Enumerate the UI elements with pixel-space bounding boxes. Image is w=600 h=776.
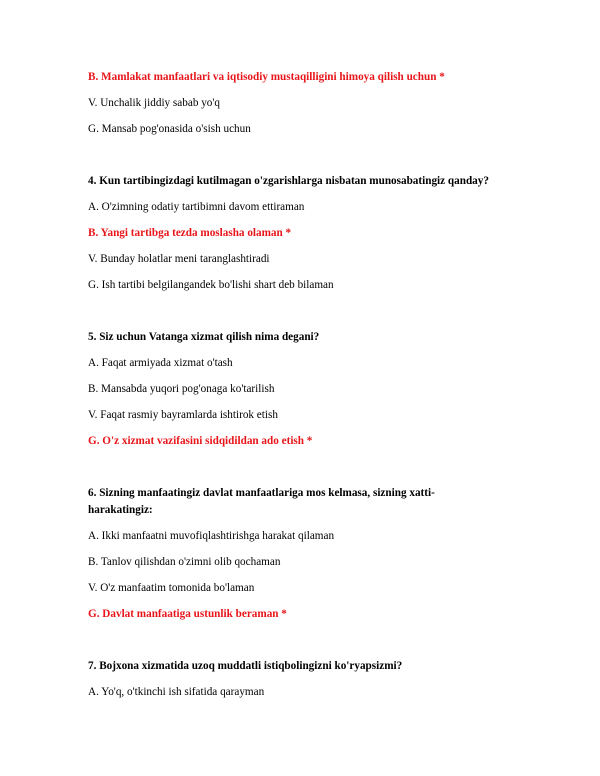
q3-option-v: V. Unchalik jiddiy sabab yo'q [88, 97, 221, 109]
q6-option-g-correct: G. Davlat manfaatiga ustunlik beraman * [88, 608, 287, 620]
q5-option-g-correct: G. O'z xizmat vazifasini sidqidildan ado etish * [88, 435, 313, 447]
q4-question: 4. Kun tartibingizdagi kutilmagan o'zgarishlarga nisbatan munosabatingiz qanday? [88, 175, 489, 187]
q3-option-g: G. Mansab pog'onasida o'sish uchun [88, 123, 251, 135]
q6-option-v: V. O'z manfaatim tomonida bo'laman [88, 582, 255, 594]
q7-option-a: A. Yo'q, o'tkinchi ish sifatida qarayman [88, 686, 265, 698]
q6-option-a: A. Ikki manfaatni muvofiqlashtirishga harakat qilaman [88, 530, 335, 542]
q6-option-b: B. Tanlov qilishdan o'zimni olib qochaman [88, 556, 281, 568]
q5-question: 5. Siz uchun Vatanga xizmat qilish nima degani? [88, 331, 320, 343]
q4-option-v: V. Bunday holatlar meni taranglashtiradi [88, 253, 270, 265]
q5-option-a: A. Faqat armiyada xizmat o'tash [88, 357, 233, 369]
q3-option-b-correct: B. Mamlakat manfaatlari va iqtisodiy mustaqilligini himoya qilish uchun * [88, 71, 445, 83]
q4-option-b-correct: B. Yangi tartibga tezda moslasha olaman * [88, 227, 292, 239]
q6-question-line2: harakatingiz: [88, 504, 153, 516]
q4-option-g: G. Ish tartibi belgilangandek bo'lishi shart deb bilaman [88, 279, 334, 291]
q5-option-v: V. Faqat rasmiy bayramlarda ishtirok etish [88, 409, 278, 421]
q5-option-b: B. Mansabda yuqori pog'onaga ko'tarilish [88, 383, 275, 395]
q4-option-a: A. O'zimning odatiy tartibimni davom ettiraman [88, 201, 305, 213]
q7-question: 7. Bojxona xizmatida uzoq muddatli istiqbolingizni ko'ryapsizmi? [88, 660, 403, 672]
q6-question-line1: 6. Sizning manfaatingiz davlat manfaatlariga mos kelmasa, sizning xatti- [88, 487, 435, 499]
